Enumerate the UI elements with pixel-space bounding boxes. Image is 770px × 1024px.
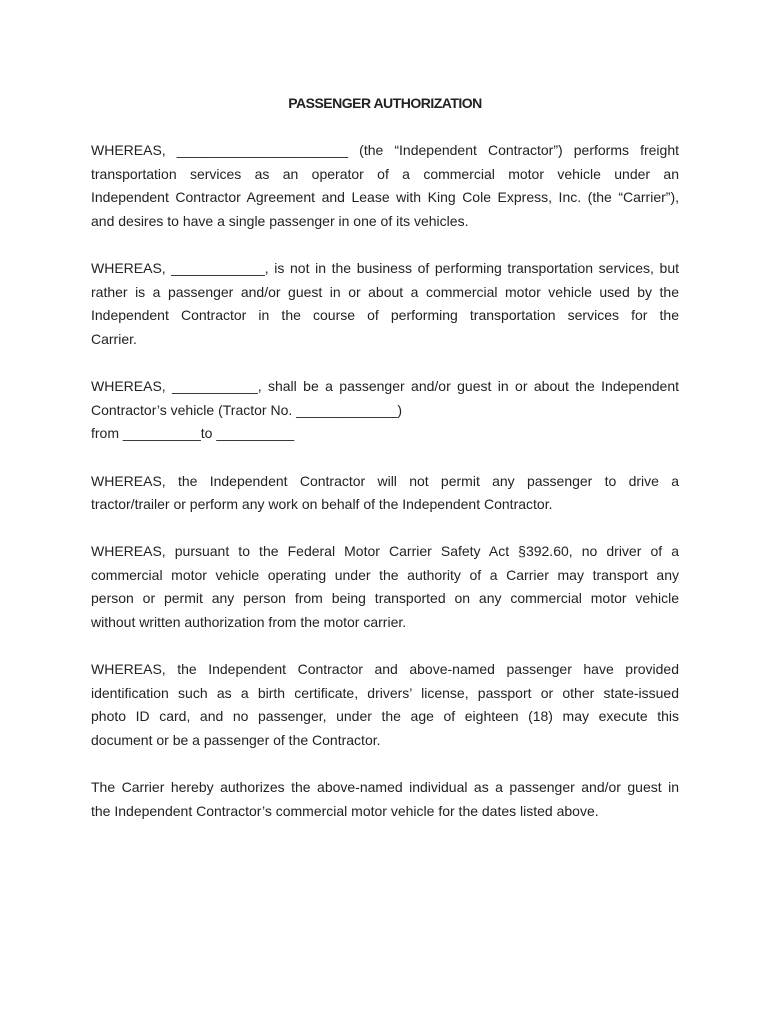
paragraph-line: WHEREAS, ___________, shall be a passenger and/or guest in or about the Independent bbox=[91, 378, 679, 395]
whereas-clause-fmcsa bbox=[91, 540, 679, 634]
paragraph-line: The Carrier hereby authorizes the above-named individual as a passenger and/or guest in bbox=[91, 779, 679, 796]
whereas-clause-independent-contractor bbox=[91, 139, 679, 233]
document-title: PASSENGER AUTHORIZATION bbox=[288, 95, 482, 111]
whereas-clause-vehicle-and-dates bbox=[91, 375, 679, 446]
paragraph-line: the Independent Contractor’s commercial motor vehicle for the dates listed above. bbox=[91, 802, 599, 819]
document-body bbox=[91, 92, 679, 847]
paragraph-line: WHEREAS, the Independent Contractor will not permit any passenger to drive a bbox=[91, 472, 679, 489]
paragraph-line: and desires to have a single passenger in one of its vehicles. bbox=[91, 212, 469, 229]
paragraph-line: Independent Contractor Agreement and Lease with King Cole Express, Inc. (the “Carrier”), bbox=[91, 189, 679, 206]
paragraph-line: transportation services as an operator of a commercial motor vehicle under an bbox=[91, 165, 679, 182]
paragraph-line: tractor/trailer or perform any work on behalf of the Independent Contractor. bbox=[91, 496, 553, 513]
paragraph-line: Carrier. bbox=[91, 330, 137, 347]
paragraph-line: commercial motor vehicle operating under the authority of a Carrier may transport any bbox=[91, 566, 679, 583]
paragraph-line: WHEREAS, ____________, is not in the business of performing transportation services, but bbox=[91, 260, 679, 277]
whereas-clause-passenger-status bbox=[91, 257, 679, 351]
paragraph-line: rather is a passenger and/or guest in or about a commercial motor vehicle used by the bbox=[91, 283, 679, 300]
whereas-clause-no-driving bbox=[91, 470, 679, 517]
paragraph-line: WHEREAS, pursuant to the Federal Motor Carrier Safety Act §392.60, no driver of a bbox=[91, 543, 679, 560]
paragraph-line: Independent Contractor in the course of performing transportation services for the bbox=[91, 307, 679, 324]
paragraph-line: photo ID card, and no passenger, under the age of eighteen (18) may execute this bbox=[91, 708, 679, 725]
paragraph-line: Contractor’s vehicle (Tractor No. _____________) bbox=[91, 401, 403, 418]
paragraph-line: WHEREAS, ______________________ (the “Independent Contractor”) performs freight bbox=[91, 142, 679, 159]
paragraph-line: WHEREAS, the Independent Contractor and above-named passenger have provided bbox=[91, 661, 679, 678]
whereas-clause-identification bbox=[91, 658, 679, 752]
paragraph-line: without written authorization from the motor carrier. bbox=[91, 614, 407, 631]
paragraph-line: from __________to __________ bbox=[91, 425, 295, 442]
paragraph-line: document or be a passenger of the Contractor. bbox=[91, 732, 381, 749]
paragraph-line: person or permit any person from being transported on any commercial motor vehicle bbox=[91, 590, 679, 607]
paragraph-line: identification such as a birth certificate, drivers’ license, passport or other state-issued bbox=[91, 684, 679, 701]
authorization-clause bbox=[91, 776, 679, 823]
